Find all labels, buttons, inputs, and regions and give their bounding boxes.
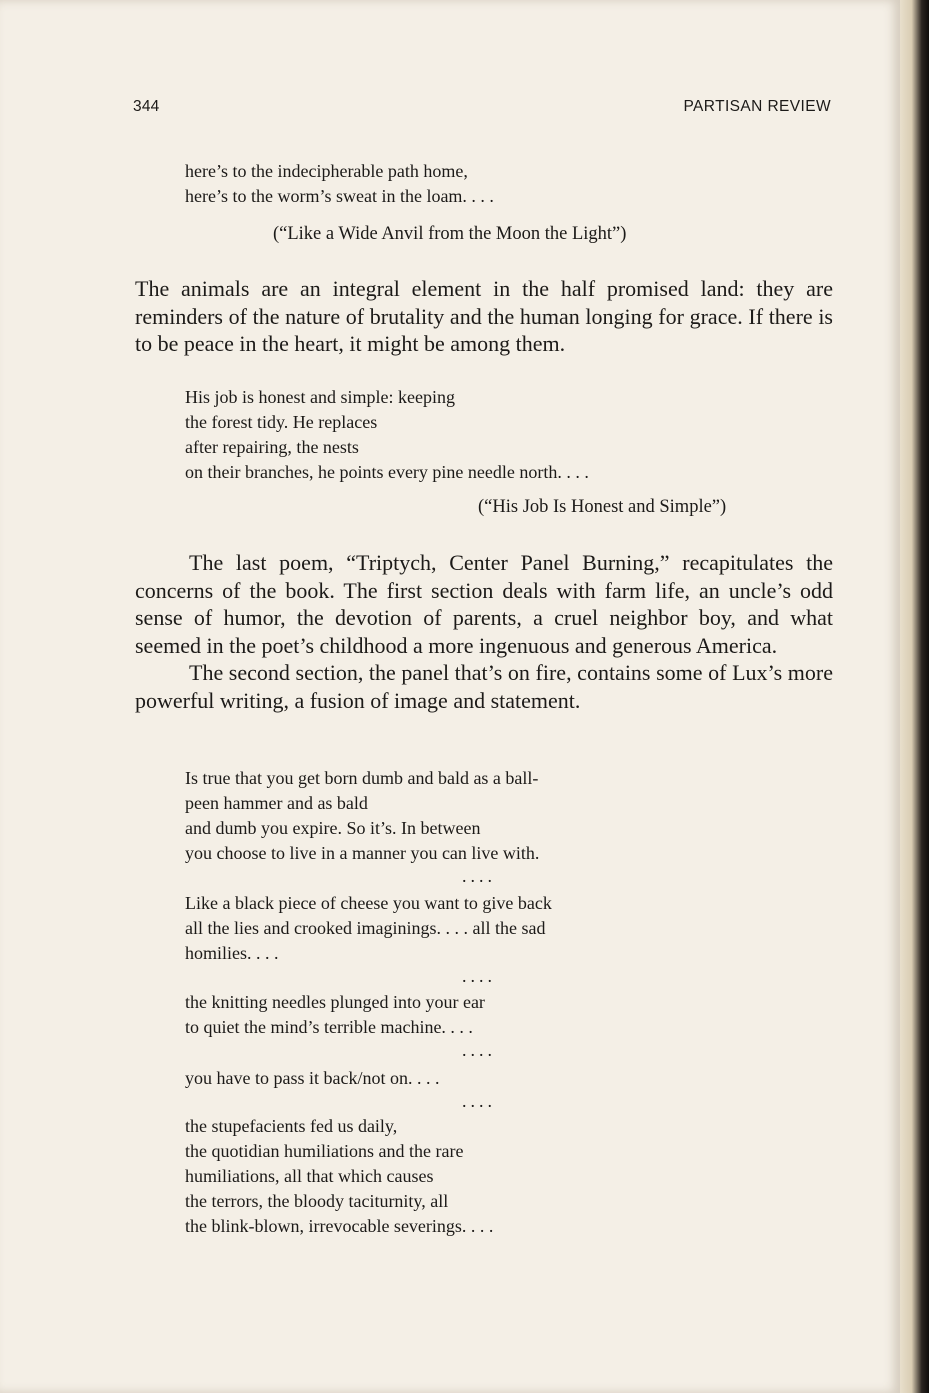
stanza-separator: .... [462, 866, 496, 886]
poem-excerpt-3-stanza-1 [185, 766, 539, 866]
poem-line: the forest tidy. He replaces [185, 412, 378, 432]
page-number: 344 [133, 98, 160, 115]
prose-block-2 [135, 549, 833, 714]
poem-line: Like a black piece of cheese you want to give back [185, 893, 552, 913]
prose-block-1 [135, 275, 833, 358]
poem-excerpt-2 [185, 385, 589, 485]
word: crooked [294, 918, 352, 938]
poem-excerpt-3-stanza-2 [185, 891, 785, 966]
word: all [185, 918, 203, 938]
paragraph: The animals are an integral element in the half promised land: they are reminders of the nature of brutality and the human longing for grace. If there is to be peace in the heart, it might be among them. [135, 276, 833, 356]
poem-line-justified [185, 916, 785, 941]
poem-line: humiliations, all that which causes [185, 1166, 434, 1186]
word: sad [521, 918, 546, 938]
poem-line: after repairing, the nests [185, 437, 359, 457]
poem-line: the terrors, the bloody taciturnity, all [185, 1191, 449, 1211]
stanza-separator: .... [462, 1040, 496, 1060]
stanza-separator: .... [462, 1091, 496, 1111]
poem-line: Is true that you get born dumb and bald as a ball- [185, 768, 539, 788]
poem-line: you have to pass it back/not on. . . . [185, 1068, 440, 1088]
poem-line: you choose to live in a manner you can live with. [185, 843, 540, 863]
poem-excerpt-1 [185, 159, 494, 209]
poem-excerpt-3-stanza-5 [185, 1114, 493, 1239]
poem-citation-1: (“Like a Wide Anvil from the Moon the Light”) [273, 224, 627, 244]
word: imaginings. . . . all [356, 918, 491, 938]
poem-excerpt-3-stanza-3 [185, 990, 485, 1040]
poem-line: homilies. . . . [185, 943, 279, 963]
poem-line: to quiet the mind’s terrible machine. . . . [185, 1017, 473, 1037]
paragraph: The last poem, “Triptych, Center Panel Burning,” recapitulates the concerns of the book. The first section deals with farm life, an uncle’s odd sense of humor, the devotion of parents, a cruel neighbor boy, and what seemed in the poet’s childhood a more ingenuous and generous America. [135, 550, 833, 658]
word: and [263, 918, 290, 938]
poem-line: peen hammer and as bald [185, 793, 368, 813]
poem-line: the blink-blown, irrevocable severings. . . . [185, 1216, 494, 1236]
poem-line: the knitting needles plunged into your ear [185, 992, 485, 1012]
poem-citation-2: (“His Job Is Honest and Simple”) [478, 497, 727, 517]
word: the [207, 918, 230, 938]
poem-line: and dumb you expire. So it’s. In between [185, 818, 481, 838]
poem-line: on their branches, he points every pine needle north. . . . [185, 462, 589, 482]
poem-line: the quotidian humiliations and the rare [185, 1141, 464, 1161]
poem-line: here’s to the worm’s sweat in the loam. . . . [185, 186, 494, 206]
word: lies [234, 918, 259, 938]
page-edge-shadow [900, 0, 929, 1393]
running-title: PARTISAN REVIEW [683, 98, 831, 115]
word: the [494, 918, 517, 938]
poem-excerpt-3-stanza-4 [185, 1066, 439, 1091]
poem-line: here’s to the indecipherable path home, [185, 161, 468, 181]
poem-line: the stupefacients fed us daily, [185, 1116, 398, 1136]
stanza-separator: .... [462, 966, 496, 986]
paragraph: The second section, the panel that’s on fire, contains some of Lux’s more powerful writing, a fusion of image and statement. [135, 660, 833, 713]
poem-line: His job is honest and simple: keeping [185, 387, 455, 407]
